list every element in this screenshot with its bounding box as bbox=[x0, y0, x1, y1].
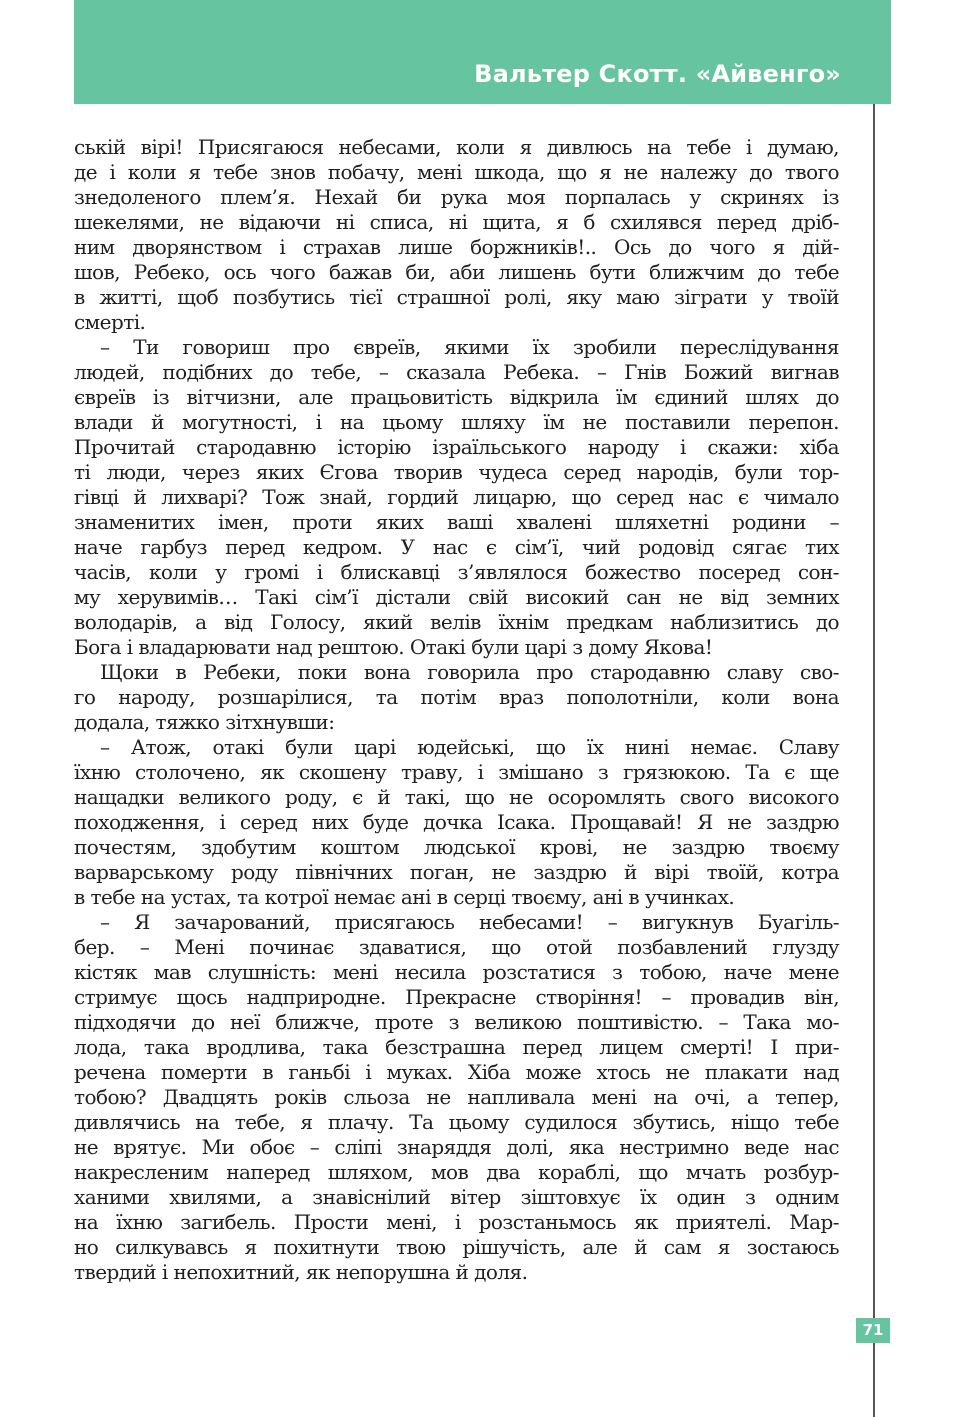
text-line: смерті. bbox=[74, 310, 146, 334]
text-line: тобою? Двадцять років сльоза не напливала мені на очі, а тепер, bbox=[74, 1085, 839, 1109]
text-line: – Атож, отакі були царі юдейські, що їх нині немає. Славу bbox=[100, 735, 839, 759]
text-line: шов, Ребеко, ось чого бажав би, аби лишень бути ближчим до тебе bbox=[74, 260, 839, 284]
text-line: варварському роду північних поган, не заздрю й вірі твоїй, котра bbox=[74, 860, 839, 884]
text-line: шекелями, не відаючи ні списа, ні щита, я б схилявся перед дріб- bbox=[74, 210, 839, 234]
text-line: ханими хвилями, а знавіснілий вітер зіштовхує їх один з одним bbox=[74, 1185, 839, 1209]
text-line: в тебе на устах, та котрої немає ані в серці твоєму, ані в учинках. bbox=[74, 885, 735, 909]
text-line: в житті, щоб позбутись тієї страшної ролі, яку маю зіграти у твоїй bbox=[74, 285, 839, 309]
text-line: часів, коли у громі і блискавці з’являлося божество посеред сон- bbox=[74, 560, 839, 584]
paragraph bbox=[74, 735, 839, 910]
text-line: їхню столочено, як скошену траву, і змішано з грязюкою. Та є ще bbox=[74, 760, 839, 784]
paragraph bbox=[74, 660, 839, 735]
text-line: не врятує. Ми обоє – сліпі знаряддя долі, яка нестримно веде нас bbox=[74, 1135, 839, 1159]
text-line: дивлячись на тебе, я плачу. Та цьому судилося збутись, ніщо тебе bbox=[74, 1110, 839, 1134]
text-line: євреїв із вітчизни, але працьовитість відкрила їм єдиний шлях до bbox=[74, 385, 839, 409]
text-line: знаменитих імен, проти яких ваші хвалені шляхетні родини – bbox=[74, 510, 839, 534]
text-line: му херувимів… Такі сім’ї дістали свій високий сан не від земних bbox=[74, 585, 839, 609]
text-line: ним дворянством і страхав лише боржників!.. Ось до чого я дій- bbox=[74, 235, 839, 259]
text-line: Бога і владарювати над рештою. Отакі були царі з дому Якова! bbox=[74, 635, 713, 659]
text-line: го народу, розшарілися, та потім враз пополотніли, коли вона bbox=[74, 685, 839, 709]
text-line: ті люди, через яких Єгова творив чудеса серед народів, були тор- bbox=[74, 460, 839, 484]
text-line: лода, така вродлива, така безстрашна перед лицем смерті! І при- bbox=[74, 1035, 839, 1059]
text-line: нащадки великого роду, є й такі, що не осоромлять свого високого bbox=[74, 785, 839, 809]
paragraph bbox=[74, 335, 839, 660]
text-line: ській вірі! Присягаюся небесами, коли я дивлюсь на тебе і думаю, bbox=[74, 135, 839, 159]
running-header-title: Вальтер Скотт. «Айвенго» bbox=[474, 60, 841, 88]
text-line: твердий і непохитний, як непорушна й доля. bbox=[74, 1260, 528, 1284]
text-line: бер. – Мені починає здаватися, що отой позбавлений глузду bbox=[74, 935, 839, 959]
text-line: – Я зачарований, присягаюсь небесами! – вигукнув Буагіль- bbox=[100, 910, 839, 934]
text-line: – Ти говориш про євреїв, якими їх зробили переслідування bbox=[100, 335, 839, 359]
text-line: Щоки в Ребеки, поки вона говорила про стародавню славу сво- bbox=[100, 660, 839, 684]
text-line: наче гарбуз перед кедром. У нас є сім’ї, чий родовід сягає тих bbox=[74, 535, 839, 559]
text-line: почестям, здобутим коштом людської крові, не заздрю твоєму bbox=[74, 835, 839, 859]
text-line: походження, і серед них буде дочка Ісака. Прощавай! Я не заздрю bbox=[74, 810, 839, 834]
text-line: додала, тяжко зітхнувши: bbox=[74, 710, 335, 734]
margin-rule bbox=[873, 104, 875, 1417]
text-line: влади й могутності, і на цьому шляху їм не поставили перепон. bbox=[74, 410, 839, 434]
page-number: 71 bbox=[856, 1318, 890, 1343]
paragraph bbox=[74, 135, 839, 335]
text-line: накресленим наперед шляхом, мов два кораблі, що мчать розбур- bbox=[74, 1160, 839, 1184]
paragraph bbox=[74, 910, 839, 1285]
text-line: де і коли я тебе знов побачу, мені шкода, що я не належу до твого bbox=[74, 160, 839, 184]
header-band bbox=[74, 0, 891, 104]
text-line: людей, подібних до тебе, – сказала Ребека. – Гнів Божий вигнав bbox=[74, 360, 839, 384]
text-line: но силкувавсь я похитнути твою рішучість, але й сам я зостаюсь bbox=[74, 1235, 839, 1259]
text-line: підходячи до неї ближче, проте з великою поштивістю. – Така мо- bbox=[74, 1010, 839, 1034]
text-line: Прочитай стародавню історію ізраїльського народу і скажи: хіба bbox=[74, 435, 839, 459]
text-line: на їхню загибель. Прости мені, і розстаньмось як приятелі. Мар- bbox=[74, 1210, 839, 1234]
text-line: кістяк мав слушність: мені несила розстатися з тобою, наче мене bbox=[74, 960, 839, 984]
text-line: стримує щось надприродне. Прекрасне створіння! – провадив він, bbox=[74, 985, 839, 1009]
body-text bbox=[74, 135, 839, 1285]
text-line: речена померти в ганьбі і муках. Хіба може хтось не плакати над bbox=[74, 1060, 839, 1084]
text-line: знедоленого плем’я. Нехай би рука моя порпалась у скринях із bbox=[74, 185, 839, 209]
text-line: гівці й лихварі? Тож знай, гордий лицарю, що серед нас є чимало bbox=[74, 485, 839, 509]
text-line: володарів, а від Голосу, який велів їхнім предкам наблизитись до bbox=[74, 610, 839, 634]
